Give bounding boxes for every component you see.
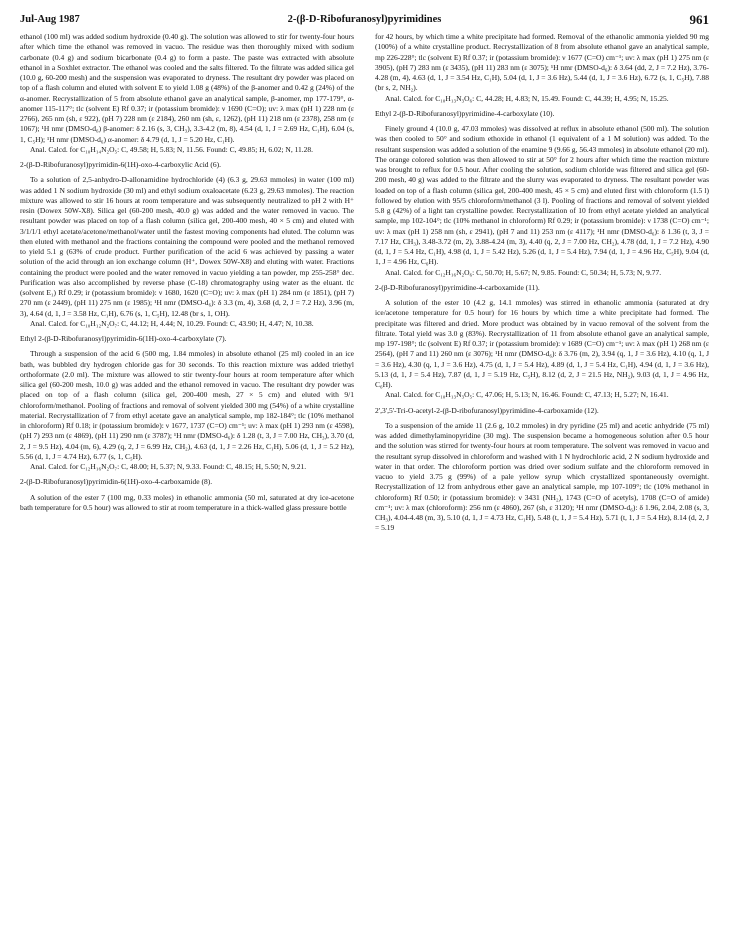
body-paragraph: A solution of the ester 10 (4.2 g, 14.1 mmoles) was stirred in ethanolic ammonia (saturated at dry ice/acetone temperature for 0.5 hour) for 16 hours by which time a white precipitate had formed. The precipitate was filtered and dried. More product was obtained by in vacuo removal of the solvent from the filtrate. Total yield was 3.0 g (83%). Recrystallization of 11 from absolute ethanol gave an analytical sample, mp 197-198°; tlc (solvent E) Rf 0.37; ir (potassium bromide): ν 1689 (C=O) cm⁻¹; uv: λ max (pH 1) 268 nm (ε 2564), (pH 7 and 11) 260 nm (ε 3076); ¹H nmr (DMSO-d₆): δ 3.76 (m, 2), 3.94 (q, 1, J = 3.6 Hz), 4.10 (q, 1, J = 3.6 Hz), 4.30 (q, 1, J = 3.6 Hz), 4.75 (d, 1, J = 5.4 Hz), 4.89 (d, 1, J = 5.4 Hz, C₁H), 4.94 (d, 1, J = 3.6 Hz), 5.13 (d, 1, J = 5.4 Hz), 7.87 (d, 1, J = 5.19 Hz, C₅H), 8.12 (d, 2, J = 21.5 Hz, NH₂), 9.03 (d, 1, J = 4.96 Hz, C₆H). — [375, 298, 709, 389]
running-title: 2-(β-D-Ribofuranosyl)pyrimidines — [287, 14, 442, 25]
journal-date: Jul-Aug 1987 — [20, 14, 80, 25]
body-paragraph: Through a suspension of the acid 6 (500 mg, 1.84 mmoles) in absolute ethanol (25 ml) cooled in an ice bath, was bubbled dry hydrogen chloride gas for 30 seconds. To this reaction mixture was added triethyl orthoformate (2.0 ml). The mixture was allowed to stir twenty-four hours at room temperature after which silica gel (60-200 mesh, 10.0 g) was added and the ethanol removed in vacuo. The resultant dry powder was placed on top of a flash column (silica gel, 200-400 mesh, 27 × 5 cm) and eluted with 9/1 chloroform/methanol. Pooling of fractions and removal of solvent yielded 300 mg (54%) of a white crystalline material. Recrystallization of 7 from ethyl acetate gave an analytical sample, mp 182-184°; tlc (10% methanol in chloroform) Rf 0.18; ir (potassium bromide): ν 1677, 1737 (C=O) cm⁻¹; uv: λ max (pH 1) 293 nm (ε 4598), (pH 7) 293 nm (ε 4869), (pH 11) 290 nm (ε 3787); ¹H nmr (DMSO-d₆): δ 1.28 (t, 3, J = 7.00 Hz, CH₃), 3.70 (d, 2, J = 9.5 Hz), 4.04 (m, 6), 4.29 (q, 2, J = 6.99 Hz, CH₂), 4.63 (d, 1, J = 2.26 Hz, C₁H), 5.06 (d, 1, J = 5.2 Hz), 5.56 (d, 1, J = 4.74 Hz), 6.77 (s, 1, C₅H). — [20, 349, 354, 461]
compound-heading: 2-(β-D-Ribofuranosyl)pyrimidine-4-carboxamide (11). — [375, 282, 540, 292]
body-paragraph: A solution of the ester 7 (100 mg, 0.33 moles) in ethanolic ammonia (50 ml, saturated at dry ice-acetone bath temperature for 0.5 hour) was allowed to stir at room temperature in a thick-walled glass pressure bottle — [20, 492, 354, 512]
body-paragraph: for 42 hours, by which time a white precipitate had formed. Removal of the ethanolic ammonia yielded 90 mg (100%) of a white crystalline product. Recrystallization of 8 from absolute ethanol gave an analytical sample, mp 226-228°; tlc (solvent E) Rf 0.37; ir (potassium bromide): ν 1677 (C=O) cm⁻¹; uv: λ max (pH 1) 275 nm (ε 3905), (pH 7) 283 nm (ε 3435), (pH 11) 283 nm (ε 3075); ¹H nmr (DMSO-d₆): δ 3.64 (dd, 2, J = 7.2 Hz), 3.76-4.28 (m, 4), 4.63 (d, 1, J = 3.54 Hz, C₁H), 5.04 (d, 1, J = 3.6 Hz), 5.44 (d, 1, J = 3.6 Hz), 6.72 (s, 1, C₅H), 7.88 (br s, 2, NH₂). — [375, 32, 709, 93]
body-paragraph: To a suspension of the amide 11 (2.6 g, 10.2 mmoles) in dry pyridine (25 ml) and acetic anhydride (75 ml) was added dimethylaminopyridine (30 mg). The suspension became a homogeneous solution after 0.5 hour and the solution was stirred for twenty-four hours at room temperature. The solvent was removed in vacuo and the resultant syrup dissolved in chloroform and washed with 1 N hydrochloric acid, 2 N sodium hydroxide and water in that order. The chloroform portion was dried over sodium sulfate and the chloroform removed in vacuo to yield 3.75 g (99%) of a pale yellow syrup which crystallized spontaneously overnight. Recrystallization of 12 from anhydrous ether gave an analytical sample, mp 107-109°; tlc (10% methanol in chloroform) Rf 0.50; ir (potassium bromide): ν 3431 (NH₂), 1743 (C=O of acetyls), 1708 (C=O of amide) cm⁻¹; uv: λ max (chloroform): 256 nm (ε 4860), 267 (sh, ε 3120); ¹H nmr (DMSO-d₆): δ 1.96, 2.04, 2.08 (s, 3, CH₃), 4.04-4.48 (m, 3), 5.10 (d, 1, J = 4.73 Hz, C₁H), 5.48 (t, 1, J = 5.4 Hz), 5.71 (t, 1, J = 5.4 Hz), 8.14 (d, 2, J = 5.19 — [375, 420, 709, 533]
compound-heading: 2-(β-D-Ribofuranosyl)pyrimidin-6(1H)-oxo-4-carboxamide (8). — [20, 477, 213, 487]
page-number: 961 — [689, 12, 709, 27]
elemental-analysis: Anal. Calcd. for C₁₀H₁₂N₂O₇: C, 44.12; H, 4.44; N, 10.29. Found: C, 43.90; H, 4.47; N, 10.38. — [30, 318, 314, 328]
elemental-analysis: Anal. Calcd. for C₁₂H₁₆N₂O₆: C, 50.70; H, 5.67; N, 9.85. Found: C, 50.34; H, 5.73; N, 9.77. — [385, 267, 662, 277]
body-paragraph: Finely ground 4 (10.0 g, 47.03 mmoles) was dissolved at reflux in absolute ethanol (500 ml). The solution was then cooled to 50° and sodium ethoxide in ethanol (1 equivalent of a 1 M solution) was added. To the resultant suspension was added a solution of the enamine 9 (9.66 g, 56.43 mmoles) in absolute ethanol (20 ml). The orange colored solution was then allowed to stir at 50° for 2 hours after which time the reaction mixture was brought to reflux for 0.5 hour. After cooling the solution, sodium chloride was filtered and silica gel (60-200 mesh, 40 g) was added to the filtrate and the slurry was evaporated to dryness. The resultant powder was loaded on top of a flash column (silica gel, 200-400 mesh, 45 × 5 cm) and eluted first with chloroform (1.5 l) followed by elution with 95/5 chloroform/methanol (3 l). Pooling of fractions and removal of solvent yielded 5.8 g (42%) of a light tan crystalline powder. Recrystallization of 10 from ethyl acetate yielded an analytical sample, mp 102-104°; tlc (10% methanol in chloroform) Rf 0.29; ir (potassium bromide): ν 1738 (C=O) cm⁻¹; uv: λ max (pH 1) 258 nm (sh, ε 2941), (pH 7 and 11) 253 nm (ε 4117); ¹H nmr (DMSO-d₆): δ 1.36 (t, 3, J = 7.17 Hz, CH₃), 3.48-3.72 (m, 2), 3.88-4.24 (m, 3), 4.40 (q, 2, J = 7.00 Hz, CH₂), 4.78 (dd, 1, J = 7.2 Hz), 4.90 (d, 1, J = 5.4 Hz, C₁H), 4.98 (d, 1, J = 5.42 Hz), 5.26 (d, 1, J = 5.4 Hz), 7.94 (d, 1, J = 4.96 Hz, C₅H), 9.04 (d, 1, J = 4.96 Hz, C₆H). — [375, 124, 709, 267]
running-header — [20, 8, 709, 30]
left-column — [20, 32, 354, 534]
elemental-analysis: Anal. Calcd. for C₁₀H₁₃N₃O₅: C, 47.06; H, 5.13; N, 16.46. Found: C, 47.13; H, 5.27; N, 16.41. — [385, 390, 669, 400]
two-column-body — [20, 32, 709, 534]
elemental-analysis: Anal. Calcd. for C₁₀H₁₄N₂O₅: C, 49.58; H, 5.83; N, 11.56. Found: C, 49.85; H, 6.02; N, 11.28. — [30, 144, 314, 154]
right-column — [375, 32, 709, 534]
elemental-analysis: Anal. Calcd. for C₁₂H₁₆N₂O₇: C, 48.00; H, 5.37; N, 9.33. Found: C, 48.15; H, 5.50; N, 9.21. — [30, 462, 307, 471]
compound-heading: 2-(β-D-Ribofuranosyl)pyrimidin-6(1H)-oxo-4-carboxylic Acid (6). — [20, 160, 222, 169]
compound-heading: Ethyl 2-(β-D-Ribofuranosyl)pyrimidine-4-carboxylate (10). — [375, 108, 555, 118]
compound-heading: 2',3',5'-Tri-O-acetyl-2-(β-D-ribofuranosyl)pyrimidine-4-carboxamide (12). — [375, 405, 599, 415]
body-paragraph: To a solution of 2,5-anhydro-D-allonamidine hydrochloride (4) (6.3 g, 29.63 mmoles) in water (100 ml) was added 1 N sodium hydroxide (30 ml) and ethyl sodium oxaloacetate (6.23 g, 29.63 mmoles). The reaction mixture was allowed to stir 16 hours at room temperature and was subsequently neutralized to pH 2 with H⁺ resin (Dowex 50W-X8). Silica gel (60-200 mesh, 40.0 g) was added and the water removed in vacuo. The resultant powder was placed on top of a flash column (silica gel, 200-400 mesh, 40 × 5 cm) and eluted with 3/1/1/1 ethyl acetate/acetone/methanol/water until the fastest moving components had eluted. The column was then eluted with methanol and the fractions containing the compound were pooled and the methanol removed to yield 5.1 g (63% of crude product. Further purification of the acid 6 was achieved by passing a water solution of the acid through an ion exchange column (H⁺, Dowex 50W-X8) and eluting with water. Fractions containing the product were pooled and the water removed in vacuo yielding a tan powder, mp 255-258° dec. Purification was also accomplished by reverse phase (C-18) chromatography using water as the eluant. tlc (solvent E₁) Rf 0.29; ir (potassium bromide): ν 1680, 1620 (C=O); uv: λ max (pH 1) 284 nm (ε 1851), (pH 7) 270 nm (ε 2449), (pH 11) 275 nm (ε 1985); ¹H nmr (DMSO-d₆): δ 3.3 (m, 4), 3.68 (d, 2, J = 7.2 Hz), 3.96 (m, 3), 4.64 (d, 1, J = 3.58 Hz, C₁H), 6.76 (s, 1, C₅H), 12.48 (br s, 1, OH). — [20, 175, 354, 318]
compound-heading: Ethyl 2-(β-D-Ribofuranosyl)pyrimidin-6(1H)-oxo-4-carboxylate (7). — [20, 334, 227, 343]
body-paragraph: ethanol (100 ml) was added sodium hydroxide (0.40 g). The solution was allowed to stir for twenty-four hours after which time the ethanol was removed in vacuo. The residue was then thoroughly mixed with sodium carbonate (0.4 g) and sodium bicarbonate (0.4 g) to form a paste. The paste was extracted with absolute ethanol in a Soxhlet extractor. The ethanol was cooled and the salts filtered. To the filtrate was added silica gel (10.0 g, 60-200 mesh) and the suspension was evaporated to dryness. The resultant dry powder was placed on top of a flash column and eluted with solvent E to yield 1.08 g (48%) of the β-anomer and 0.42 g (24%) of the α-anomer. Recrystallization of 5 from absolute ethanol gave an analytical sample, β-anomer, mp 177-179°, α-anomer 115-117°; tlc (solvent E) Rf 0.37; ir (potassium bromide): ν 1690 (C=O); uv: λ max (pH 1) 228 nm (ε 2766), 265 nm (sh, ε 922), (pH 7) 228 nm (ε 2184), 260 nm (sh, ε, 1262), (pH 11) 218 nm (ε 2378), 258 nm (ε 1067); ¹H nmr (DMSO-d₆) β-anomer: δ 2.16 (s, 3, CH₃), 3.3-4.2 (m, 8), 4.54 (d, 1, J = 2.69 Hz, C₁H), 6.04 (s, 1, C₅H); ¹H nmr (DMSO-d₆) α-anomer: δ 4.79 (d, 1, J = 5.20 Hz, C₁H). — [20, 32, 354, 144]
elemental-analysis: Anal. Calcd. for C₁₀H₁₃N₃O₆: C, 44.28; H, 4.83; N, 15.49. Found: C, 44.39; H, 4.95; N, 15.25. — [385, 93, 669, 103]
